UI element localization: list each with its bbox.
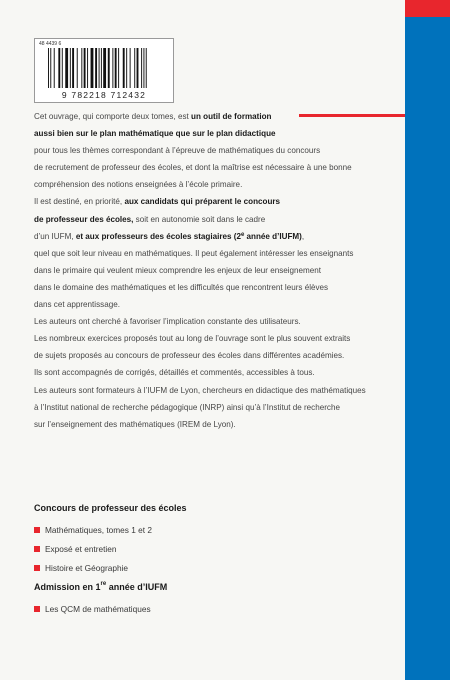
back-cover-description	[34, 108, 404, 433]
desc-line: Les nombreux exercices proposés tout au long de l’ouvrage sont le plus souvent extraits	[34, 334, 351, 344]
desc-line: compréhension des notions enseignées à l’école primaire.	[34, 180, 243, 190]
series-heading: Concours de professeur des écoles	[34, 503, 187, 513]
red-corner-accent	[405, 0, 450, 17]
barcode-box	[34, 38, 174, 103]
desc-line: d’un IUFM, et aux professeurs des écoles stagiaires (2e année d’IUFM),	[34, 231, 305, 241]
desc-line: Les auteurs ont cherché à favoriser l’implication constante des utilisateurs.	[34, 317, 301, 327]
series-heading: Admission en 1re année d’IUFM	[34, 581, 168, 592]
series-item: Les QCM de mathématiques	[34, 604, 394, 623]
series-item: Mathématiques, tomes 1 et 2	[34, 525, 394, 544]
desc-line: dans cet apprentissage.	[34, 300, 120, 310]
desc-line: pour tous les thèmes correspondant à l’épreuve de mathématiques du concours	[34, 146, 321, 156]
desc-line: Il est destiné, en priorité, aux candidats qui préparent le concours	[34, 197, 281, 207]
desc-line: Les auteurs sont formateurs à l’IUFM de Lyon, chercheurs en didactique des mathématiques	[34, 385, 366, 395]
desc-line: à l’Institut national de recherche pédagogique (INRP) ainsi qu’à l’Institut de recherche	[34, 402, 340, 412]
desc-line: quel que soit leur niveau en mathématiques. Il peut également intéresser les enseignants	[34, 248, 354, 258]
red-square-bullet-icon	[34, 565, 40, 571]
desc-line: dans le domaine des mathématiques et les difficultés que rencontrent leurs élèves	[34, 282, 329, 292]
series-item: Exposé et entretien	[34, 544, 394, 563]
red-square-bullet-icon	[34, 527, 40, 533]
desc-line: Ils sont accompagnés de corrigés, détaillés et commentés, accessibles à tous.	[34, 368, 315, 378]
isbn-number: 9 782218 712432	[61, 90, 147, 100]
desc-line: Cet ouvrage, qui comporte deux tomes, est un outil de formation	[34, 112, 272, 121]
barcode-ref: 48 4439 6	[39, 41, 62, 47]
red-square-bullet-icon	[34, 546, 40, 552]
desc-line: sur l’enseignement des mathématiques (IREM de Lyon).	[34, 419, 236, 429]
blue-side-band	[405, 0, 450, 680]
same-series-list	[34, 503, 394, 623]
series-item: Histoire et Géographie	[34, 563, 394, 582]
desc-line: dans le primaire qui veulent mieux comprendre les enjeux de leur enseignement	[34, 265, 322, 275]
desc-line: de recrutement de professeur des écoles, et dont la maîtrise est nécessaire à une bonne	[34, 163, 352, 173]
desc-line: aussi bien sur le plan mathématique que sur le plan didactique	[34, 129, 276, 139]
desc-line: de professeur des écoles, soit en autonomie soit dans le cadre	[34, 214, 266, 224]
desc-line: de sujets proposés au concours de professeur des écoles dans différentes académies.	[34, 351, 345, 361]
barcode-bars	[47, 48, 161, 88]
red-square-bullet-icon	[34, 606, 40, 612]
